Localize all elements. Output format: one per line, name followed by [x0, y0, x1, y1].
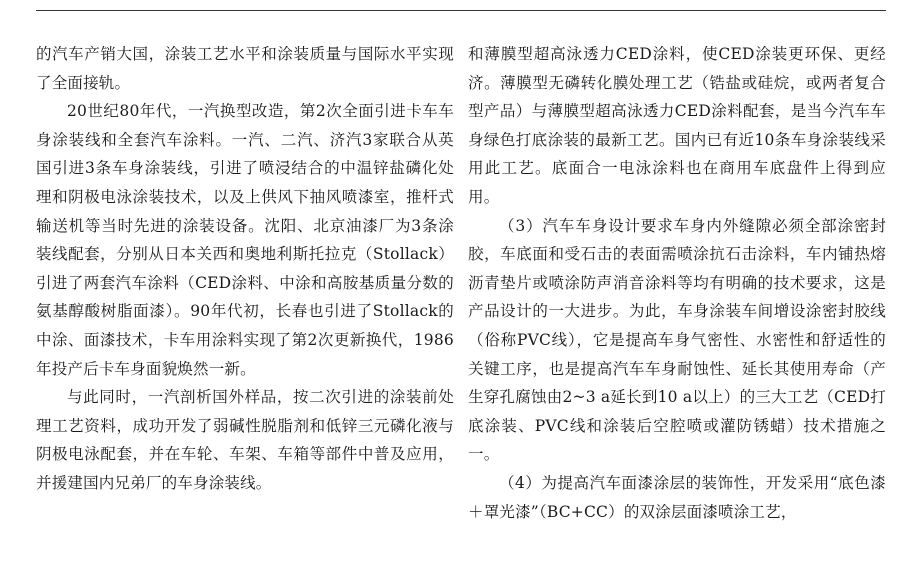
paragraph-item-4-topcoat: （4）为提高汽车面漆涂层的装饰性，开发采用“底色漆＋罩光漆”（BC+CC）的双涂层面漆喷涂工艺， — [468, 473, 886, 521]
paragraph-item-3-sealing: （3）汽车车身设计要求车身内外缝隙必须全部涂密封胶，车底面和受石击的表面需喷涂抗石击涂料，车内铺热熔沥青垫片或喷涂防声消音涂料等均有明确的技术要求，这是产品设计的一大进步。为此，车身涂装车间增设涂密封胶线（俗称PVC线），它是提高车身气密性、水密性和舒适性的关键工序，也是提高汽车车身耐蚀性、延长其使用寿命（产生穿孔腐蚀由2~3 a延长到10 a以上）的三大工艺（CED打底涂装、PVC线和涂装后空腔喷或灌防锈蜡）技术措施之一。 — [468, 216, 886, 464]
paragraph-1980s-introduction: 20世纪80年代，一汽换型改造，第2次全面引进卡车车身涂装线和全套汽车涂料。一汽、二汽、济汽3家联合从英国引进3条车身涂装线，引进了喷浸结合的中温锌盐磷化处理和阴极电泳涂装技术，以及上供风下抽风喷漆室，推杆式输送机等当时先进的涂装设备。沈阳、北京油漆厂为3条涂装线配套，分别从日本关西和奥地利斯托拉克（Stollack）引进了两套汽车涂料（CED涂料、中涂和高胺基质量分数的氨基醇酸树脂面漆）。90年代初，长春也引进了Stollack的中涂、面漆技术，卡车用涂料实现了第2次更新换代，1986年投产后卡车身面貌焕然一新。 — [36, 102, 454, 378]
paragraph-continuation: 的汽车产销大国，涂装工艺水平和涂装质量与国际水平实现了全面接轨。 — [36, 45, 454, 92]
top-rule — [36, 10, 886, 11]
paragraph-ced-coating: 和薄膜型超高泳透力CED涂料，使CED涂装更环保、更经济。薄膜型无磷转化膜处理工艺（锆盐或硅烷，或两者复合型产品）与薄膜型超高泳透力CED涂料配套，是当今汽车车身绿色打底涂装的最新工艺。国内已有近10条车身涂装线采用此工艺。底面合一电泳涂料也在商用车底盘件上得到应用。 — [468, 45, 886, 206]
paragraph-domestic-development: 与此同时，一汽剖析国外样品，按二次引进的涂装前处理工艺资料，成功开发了弱碱性脱脂剂和低锌三元磷化液与阴极电泳配套，并在车轮、车架、车箱等部件中普及应用，并援建国内兄弟厂的车身涂装线。 — [36, 388, 454, 492]
left-column — [36, 40, 454, 498]
right-column — [468, 40, 886, 526]
